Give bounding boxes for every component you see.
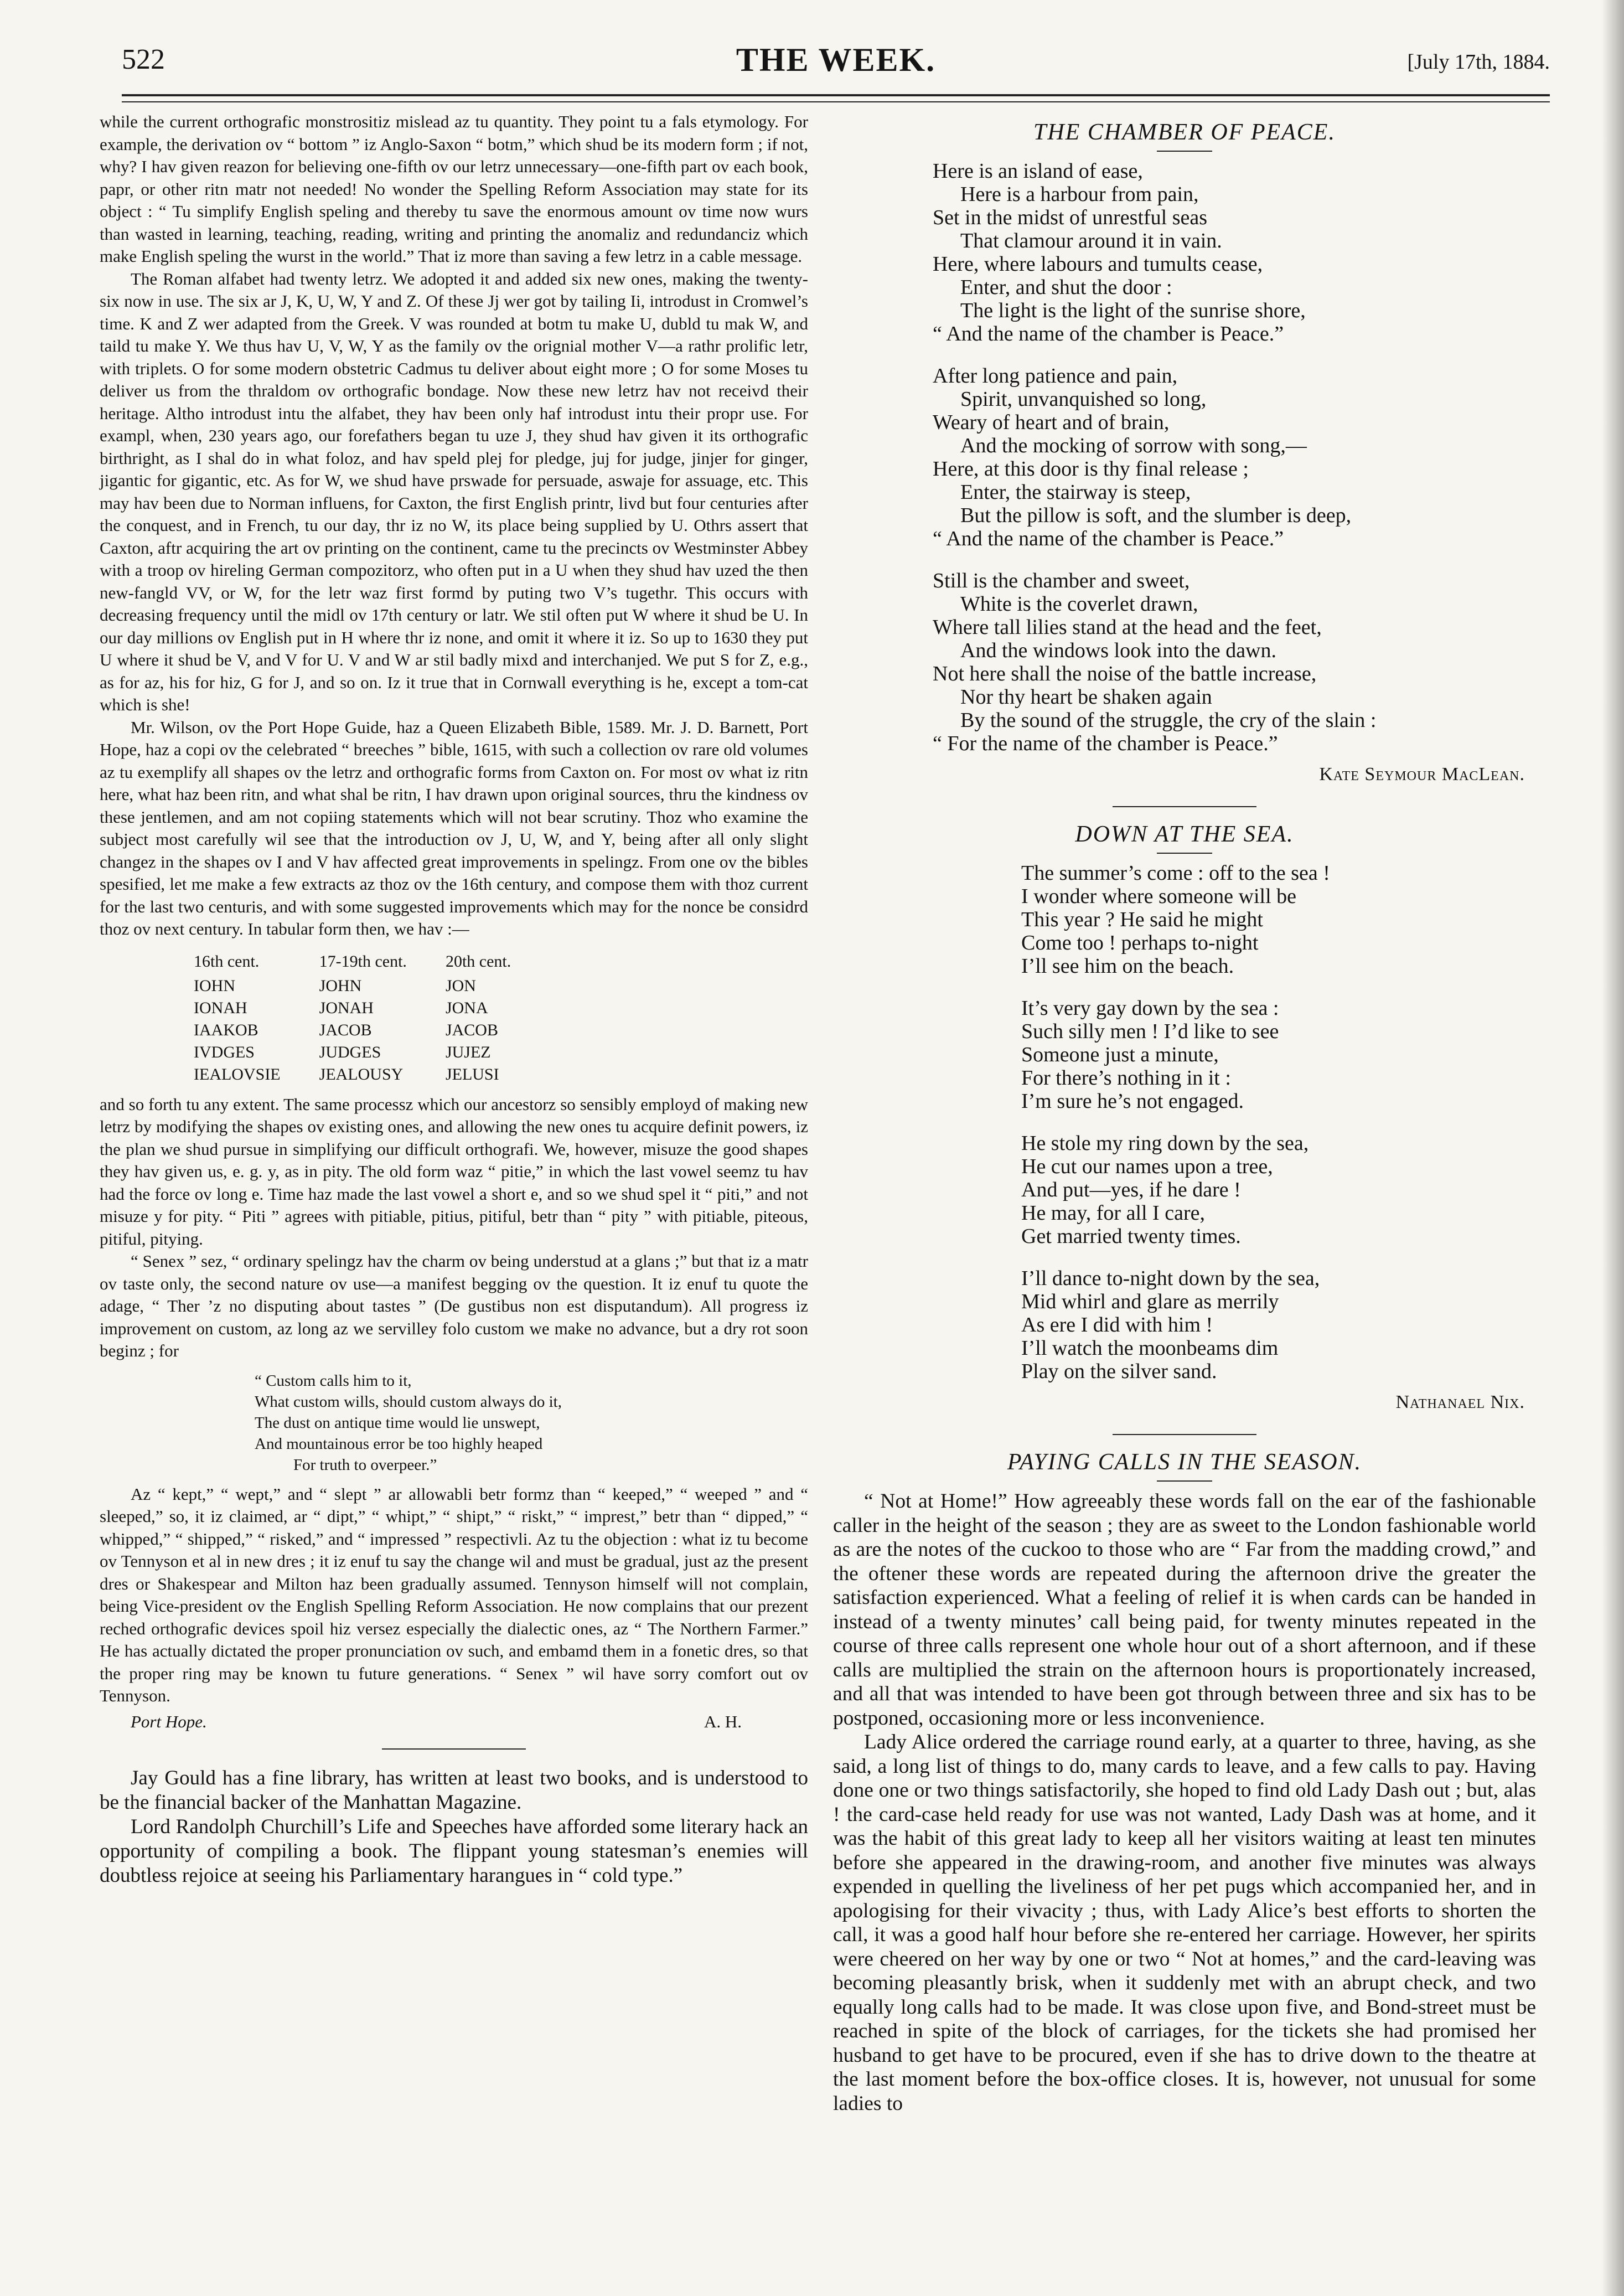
title-rule xyxy=(1157,853,1212,854)
poem-line: And put—yes, if he dare ! xyxy=(1021,1178,1241,1201)
poem-chamber-of-peace xyxy=(833,159,1536,755)
poem-line: He cut our names upon a tree, xyxy=(1021,1155,1273,1178)
quote-line: The dust on antique time would lie unswept, xyxy=(255,1413,540,1432)
poem-line: By the sound of the struggle, the cry of the slain : xyxy=(960,709,1377,732)
poem-line: Such silly men ! I’d like to see xyxy=(1021,1020,1279,1043)
spelling-table xyxy=(194,951,550,1086)
column-header: 20th cent. xyxy=(445,952,511,971)
quote-line: “ Custom calls him to it, xyxy=(255,1371,412,1390)
stanza xyxy=(933,569,1536,755)
poem-line: And the mocking of sorrow with song,— xyxy=(960,434,1307,457)
poem-line: I’ll dance to-night down by the sea, xyxy=(1021,1267,1320,1290)
header-rule-thin xyxy=(122,101,1550,102)
poem-line: Come too ! perhaps to-night xyxy=(1021,931,1259,954)
paragraph: Lady Alice ordered the carriage round early, at a quarter to three, having, as she said, a long list of things to do, many cards to leave, and a few calls to pay. Having done one or two things satisfactorily, she hoped to find old Lady Dash out ; but, alas ! the card-case held ready for use was not wanted, Lady Dash was at home, and it was the habit of this great lady to keep all her visitors waiting at least ten minutes before she appeared in the drawing-room, and another five minutes was always expended in quelling the liveliness of her pet pugs which accompanied her, and in apologising for their vivacity ; thus, with Lady Alice’s best efforts to shorten the call, it was a good half hour before she re-entered her carriage. However, her spirits were cheered on her way by one or two “ Not at homes,” and the card-leaving was becoming pleasantly brisk, when it suddenly met with an abrupt check, and two equally long calls had to be made. It was close upon five, and Bond-street must be reached in spite of the block of carriages, for the tickets she had promised her husband to get have to be procured, even if she has to drive down to the theatre at the last moment before the box-office closes. It is, however, not unusual for some ladies to xyxy=(833,1731,1536,2115)
poem-line: Where tall lilies stand at the head and the feet, xyxy=(933,616,1322,639)
paragraph: and so forth tu any extent. The same processz which our ancestorz so sensibly employd of making new letrz by modifying the shapes ov existing ones, and allowing the new ones tu acquire definit powers, iz the plan we shud pursue in simplifying our difficult orthografi. We, however, misuze the good shapes they hav given us, e. g. y, as in pity. The old form waz “ pitie,” in which the last vowel seemz tu hav had the force ov long e. Time haz made the last vowel a short e, and so we shud spel it “ piti,” and not misuze y for pity. “ Piti ” agrees with pitiable, pitius, pitiful, betr than “ pity ” with pitiable, piteous, pitiful, pitying. xyxy=(100,1094,808,1248)
title-rule xyxy=(1157,1480,1212,1482)
paragraph: Mr. Wilson, ov the Port Hope Guide, haz a Queen Elizabeth Bible, 1589. Mr. J. D. Barnett, Port Hope, haz a copi ov the celebrated “ breeches ” bible, 1615, with such a collection ov rare old volumes az tu exemplify all shapes ov the letrz and orthografic forms from Caxton on. For most ov what iz ritn here, what haz been ritn, and what shal be ritn, I hav drawn upon original sources, thru the kindness ov these jentlemen, and am not copiing statements which will not bear scrutiny. Thoz who examine the subject most carefully wil see that the introduction ov J, U, W, and Y, being after all only slight changez in the shapes ov I and V hav affected great improvements in spelingz. From one ov the bibles spesified, let me make a few extracts az thoz ov the 16th century, and compose them with thoz current for the last two centuris, and with some suggested improvements which may for the nonce be considrd thoz ov next century. In tabular form then, we hav :— xyxy=(100,717,808,938)
table-cell: JOHN xyxy=(319,976,362,995)
initials: A. H. xyxy=(704,1711,742,1731)
table-cell: JACOB xyxy=(445,1020,498,1039)
shakespeare-quote xyxy=(255,1370,808,1475)
table-row xyxy=(194,1019,550,1041)
poem-line: Here, at this door is thy final release ; xyxy=(933,457,1249,481)
page-header xyxy=(122,43,1550,87)
poem-line: I wonder where someone will be xyxy=(1021,885,1297,908)
paragraph: “ Not at Home!” How agreeably these words fall on the ear of the fashionable caller in the height of the season ; they are as sweet to the London fashionable world as are the notes of the cuckoo to those who are “ Far from the madding crowd,” and the oftener these words are repeated during the afternoon drive the greater the satisfaction experienced. What a feeling of relief it is when cards can be handed in instead of a twenty minutes’ call being paid, for twenty minutes repeated in the course of three calls represent one whole hour out of a short afternoon, and if these calls are multiplied the strain on the afternoon hours is proportionately increased, and all that was intended to have been got through between three and six has to be postponed, occasioning more or less inconvenience. xyxy=(833,1490,1536,1730)
poem-line: After long patience and pain, xyxy=(933,364,1178,388)
column-header: 16th cent. xyxy=(194,952,260,971)
poem-line: That clamour around it in vain. xyxy=(960,229,1222,252)
page-edge-shadow xyxy=(1602,0,1624,2296)
poem-line: I’ll see him on the beach. xyxy=(1021,954,1234,978)
poem-line: Spirit, unvanquished so long, xyxy=(960,388,1207,411)
poem-line: I’ll watch the moonbeams dim xyxy=(1021,1337,1279,1360)
poem-line: Enter, and shut the door : xyxy=(960,276,1172,299)
table-cell: JONA xyxy=(445,998,488,1017)
poem-line: I’m sure he’s not engaged. xyxy=(1021,1090,1244,1113)
stanza xyxy=(1021,861,1536,978)
news-item: Lord Randolph Churchill’s Life and Speeches have afforded some literary hack an opportunity of compiling a book. The flippant young statesman’s enemies will doubtless rejoice at seeing his Parliamentary harangues in “ cold type.” xyxy=(100,1815,808,1887)
poem-line: Set in the midst of unrestful seas xyxy=(933,206,1208,229)
poem-title: DOWN AT THE SEA. xyxy=(1075,822,1294,847)
poem-title: THE CHAMBER OF PEACE. xyxy=(1033,120,1336,145)
title-rule xyxy=(1157,151,1212,152)
poem-line: It’s very gay down by the sea : xyxy=(1021,997,1279,1020)
stanza xyxy=(933,159,1536,345)
page-number: 522 xyxy=(122,44,165,75)
table-header-row xyxy=(194,951,550,975)
paragraph: while the current orthografic monstrositiz mislead az tu quantity. They point tu a fals etymology. For example, the derivation ov “ bottom ” iz Anglo-Saxon “ botm,” which shud be its modern form ; if not, why? I hav given reazon for believing one-fifth ov our letrz unnecessary—one-fifth part ov each book, papr, or other ritn matr not needed! No wonder the Spelling Reform Association may state for its object : “ Tu simplify English speling and thereby tu save the enormous amount ov time now wurs than wasted in learning, teaching, reading, writing and printing the anomaliz and redundanciz which make English speling the wurst in the world.” That iz more than saving a few letrz in a cable message. xyxy=(100,112,808,266)
right-column xyxy=(833,111,1536,2116)
quote-line: What custom wills, should custom always do it, xyxy=(255,1392,562,1411)
table-cell: IAAKOB xyxy=(194,1020,258,1039)
poem-line: Still is the chamber and sweet, xyxy=(933,569,1190,592)
poem-line: “ And the name of the chamber is Peace.” xyxy=(933,322,1284,345)
poem-line: Enter, the stairway is steep, xyxy=(960,481,1191,504)
article-title: PAYING CALLS IN THE SEASON. xyxy=(1007,1449,1362,1475)
poem-line: Someone just a minute, xyxy=(1021,1043,1219,1066)
stanza xyxy=(933,364,1536,550)
table-cell: JUDGES xyxy=(319,1043,381,1061)
place: Port Hope. xyxy=(131,1711,207,1731)
table-cell: JACOB xyxy=(319,1020,372,1039)
poem-line: But the pillow is soft, and the slumber is deep, xyxy=(960,504,1352,527)
paragraph: Az “ kept,” “ wept,” and “ slept ” ar allowabli betr formz than “ keeped,” “ weeped ” and “ sleeped,” so, it iz claimed, ar “ dipt,” “ whipt,” “ shipt,” “ riskt,” “ imprest,” betr than “ dipped,” “ whipped,” “ shipped,” “ risked,” and “ impressed ” respectivli. Az tu the objection : what iz tu become ov Tennyson et al in new dres ; it iz enuf tu say the change wil and must be gradual, just az the present dres or Shakespear and Milton haz been gradually assumed. Tennyson himself will not complain, being Vice-president ov the English Spelling Reform Association. He now complains that our prezent reched orthografic devices spoil hiz versez especially the dialectic ones, az “ The Northern Farmer.” He has actually dictated the proper pronunciation ov such, and embamd them in a fonetic dres, so that the proper ring may be known tu future generations. “ Senex ” wil have sorry comfort out ov Tennyson. xyxy=(100,1484,808,1705)
poem-line: “ For the name of the chamber is Peace.” xyxy=(933,732,1278,755)
poem-line: Here is an island of ease, xyxy=(933,159,1143,183)
poem-author: Kate Seymour MacLean. xyxy=(1319,764,1525,785)
quote-line: And mountainous error be too highly heaped xyxy=(255,1435,543,1453)
table-row xyxy=(194,1041,550,1064)
issue-date: [July 17th, 1884. xyxy=(1407,50,1550,74)
table-cell: IOHN xyxy=(194,976,235,995)
table-cell: JUJEZ xyxy=(445,1043,491,1061)
table-cell: IEALOVSIE xyxy=(194,1065,281,1083)
poem-line: Play on the silver sand. xyxy=(1021,1360,1217,1383)
poem-line: As ere I did with him ! xyxy=(1021,1313,1213,1337)
table-cell: JONAH xyxy=(319,998,374,1017)
poem-line: Nor thy heart be shaken again xyxy=(960,685,1212,709)
header-rule xyxy=(122,94,1550,96)
table-cell: JON xyxy=(445,976,476,995)
poem-line: Here is a harbour from pain, xyxy=(960,183,1199,206)
poem-line: The light is the light of the sunrise shore, xyxy=(960,299,1306,322)
table-cell: IONAH xyxy=(194,998,247,1017)
poem-line: This year ? He said he might xyxy=(1021,908,1263,931)
stanza xyxy=(1021,997,1536,1113)
signoff xyxy=(100,1711,808,1733)
paragraph: The Roman alfabet had twenty letrz. We adopted it and added six new ones, making the twenty-six now in use. The six ar J, K, U, W, Y and Z. Of these Jj wer got by tailing Ii, introdust in Cromwel’s time. K and Z wer adapted from the Greek. V was rounded at botm tu make U, dubld tu mak W, and taild tu make Y. We thus hav U, V, W, Y as the family ov the orignial mother V—a rathr prolific letr, with triplets. O for some modern obstetric Cadmus tu deliver about eight more ; O for some Moses tu deliver us from the thraldom ov orthografic bondage. Now these new letrz hav not receivd their heritage. Altho introdust intu the alfabet, they hav been only haf introdust intu their propr use. For exampl, when, 230 years ago, our forefathers began tu uze J, they shud hav given it its orthografic birthright, as I shal do in what foloz, and hav speld plej for pledge, juj for judge, jinjer for ginger, jigantic for gigantic, etc. As for W, we shud have prswade for persuade, aswaje for assuage, etc. This may hav been due to Norman influens, for Caxton, the first English printr, livd but four centuries after the conquest, and in French, tu our day, thr iz no W, its place being supplied by U. Othrs assert that Caxton, aftr acquiring the art ov printing on the continent, came tu the precincts ov Westminster Abbey with a troop ov hireling German compozitorz, who often put in a U when they shud hav uzed the then new-fangld VV, or W, for the letr waz first formd by puting two V’s tugethr. This occurs with decreasing frequency until the midl ov 17th century or latr. We stil often put W where it shud be U. In our day millions ov English put in H where thr iz none, and omit it where it iz. So up to 1630 they put U where it shud be V, and V for U. V and W ar stil badly mixd and interchanjed. We put S for Z, e.g., as for az, his for hiz, G for J, and so on. Iz it true that in Cornwall everything is he, except a tom-cat which is she! xyxy=(100,269,808,714)
poem-line: Get married twenty times. xyxy=(1021,1225,1241,1248)
poem-author: Nathanael Nix. xyxy=(1395,1392,1525,1412)
stanza xyxy=(1021,1267,1536,1383)
column-header: 17-19th cent. xyxy=(319,952,407,971)
poem-line: Mid whirl and glare as merrily xyxy=(1021,1290,1279,1313)
poem-line: He stole my ring down by the sea, xyxy=(1021,1132,1309,1155)
table-row xyxy=(194,997,550,1019)
poem-down-at-the-sea xyxy=(833,861,1536,1383)
poem-line: Here, where labours and tumults cease, xyxy=(933,252,1263,276)
section-divider xyxy=(1113,1434,1256,1435)
stanza xyxy=(1021,1132,1536,1248)
quote-line: For truth to overpeer.” xyxy=(293,1456,437,1474)
poem-line: The summer’s come : off to the sea ! xyxy=(1021,861,1330,885)
masthead: THE WEEK. xyxy=(736,42,936,78)
poem-line: Weary of heart and of brain, xyxy=(933,411,1170,434)
news-item: Jay Gould has a fine library, has written at least two books, and is understood to be the financial backer of the Manhattan Magazine. xyxy=(100,1767,808,1814)
table-row xyxy=(194,1064,550,1086)
poem-line: Not here shall the noise of the battle increase, xyxy=(933,662,1317,685)
article-body xyxy=(833,1489,1536,2116)
poem-line: For there’s nothing in it : xyxy=(1021,1066,1231,1090)
table-cell: JELUSI xyxy=(445,1065,499,1083)
section-divider xyxy=(1113,806,1256,807)
section-divider xyxy=(382,1748,526,1750)
poem-line: White is the coverlet drawn, xyxy=(960,592,1198,616)
news-notes xyxy=(100,1766,808,1888)
table-cell: JEALOUSY xyxy=(319,1065,404,1083)
poem-line: And the windows look into the dawn. xyxy=(960,639,1277,662)
poem-line: He may, for all I care, xyxy=(1021,1201,1205,1225)
table-row xyxy=(194,975,550,997)
table-cell: IVDGES xyxy=(194,1043,255,1061)
poem-line: “ And the name of the chamber is Peace.” xyxy=(933,527,1284,550)
left-column xyxy=(100,111,808,1888)
paragraph: “ Senex ” sez, “ ordinary spelingz hav the charm ov being understud at a glans ;” but that iz a matr ov taste only, the second nature ov use—a manifest begging ov the question. It iz enuf tu quote the adage, “ Ther ’z no disputing about tastes ” (De gustibus non est disputandum). All progress iz improvement on custom, az long az we servilley folo custom we make no advance, but a dry rot soon beginz ; for xyxy=(100,1251,808,1360)
